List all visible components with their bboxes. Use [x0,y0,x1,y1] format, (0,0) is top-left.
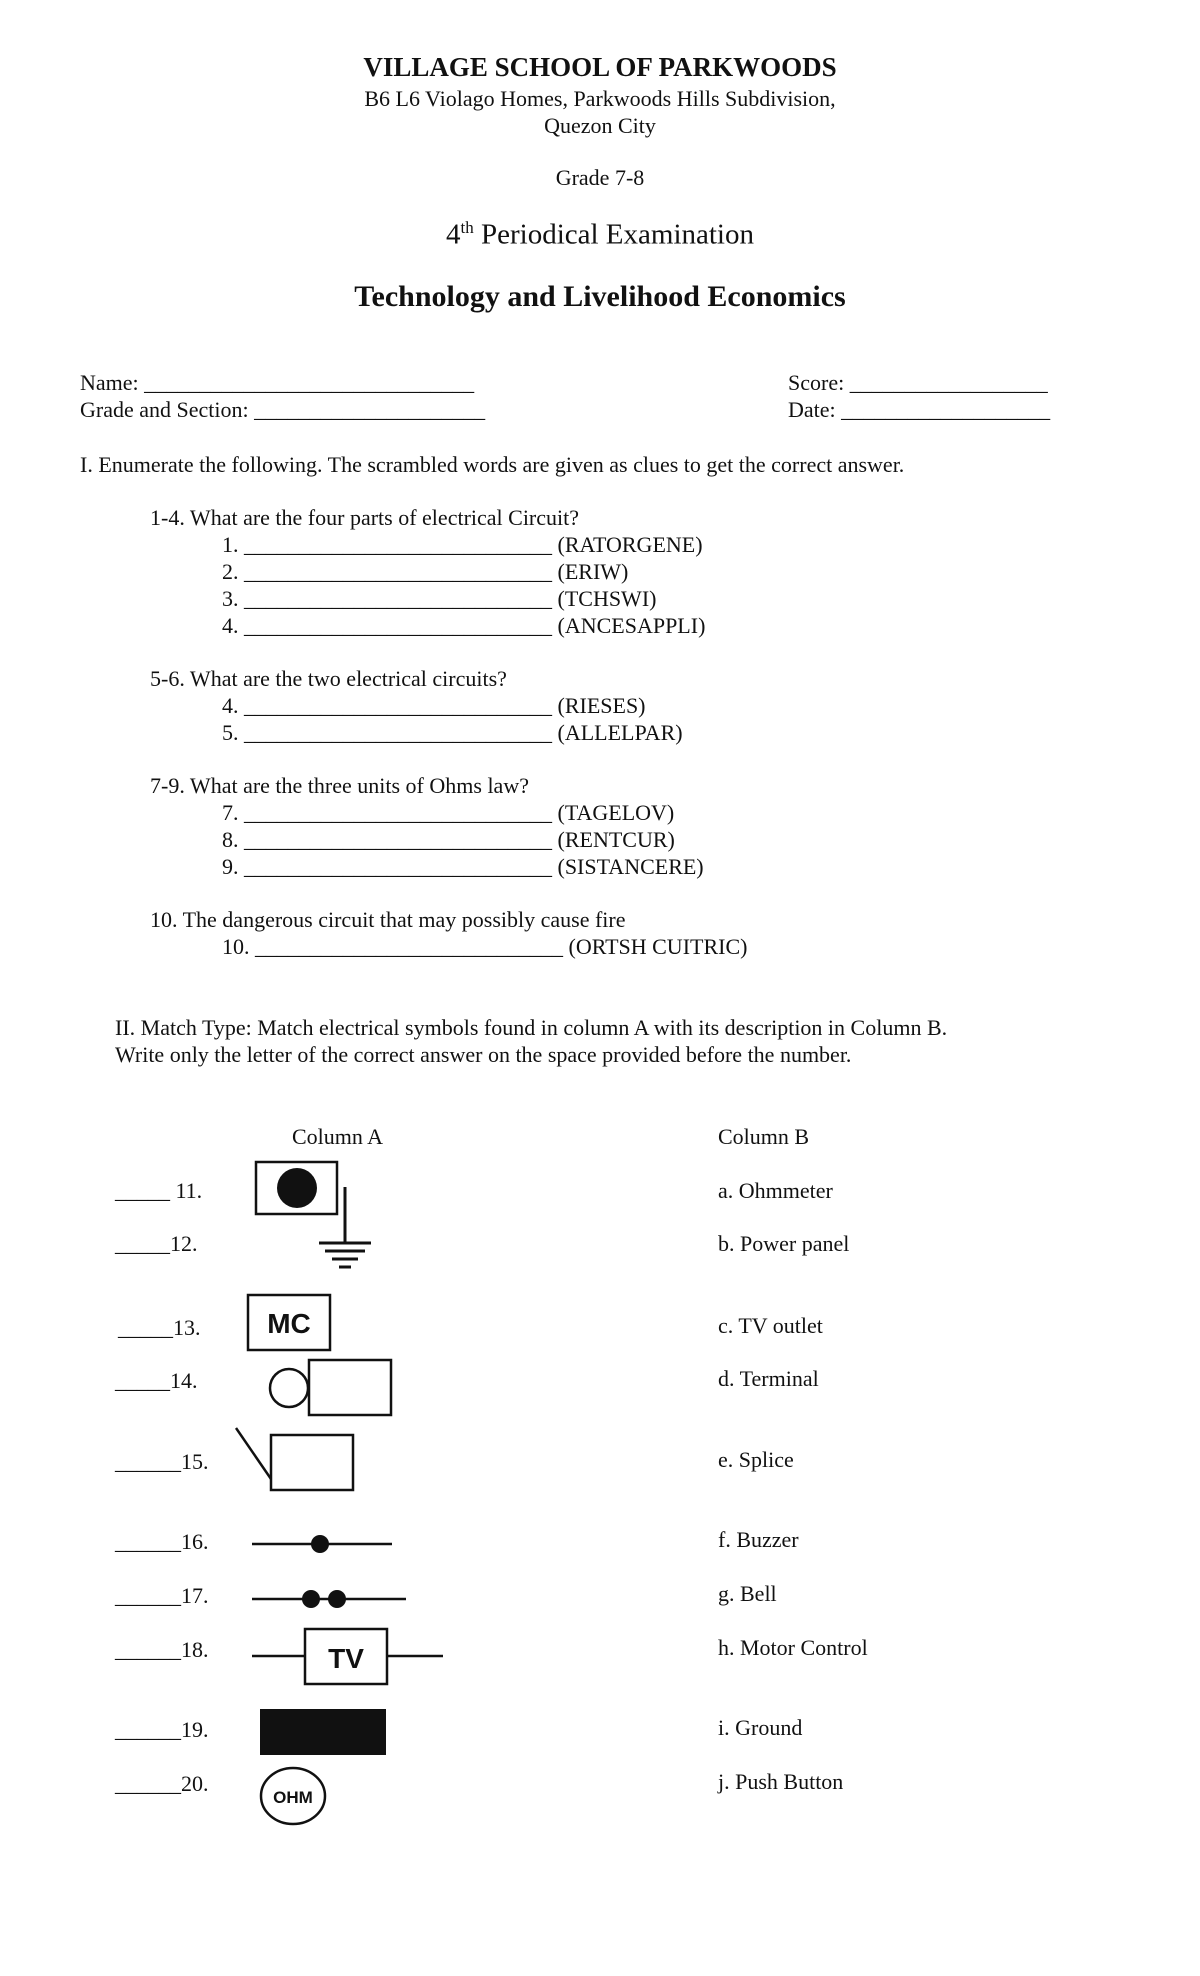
match-item-16-label[interactable]: ______16. [115,1529,209,1554]
match-item-11-label[interactable]: _____ 11. [115,1178,203,1203]
exam-ordinal: 4 [446,218,461,251]
answer-line-6[interactable]: 5. ____________________________ (ALLELPAR) [222,720,683,745]
motor-control-icon [245,1292,335,1357]
date-field[interactable]: Date: ___________________ [788,397,1051,422]
match-item-15-label[interactable]: ______15. [115,1449,209,1474]
answer-line-5[interactable]: 4. ____________________________ (RIESES) [222,693,646,718]
match-item-14-label[interactable]: _____14. [115,1368,198,1393]
part2-instruction-line2: Write only the letter of the correct answer on the space provided before the number. [115,1042,852,1067]
exam-title [0,218,1200,252]
answer-line-1[interactable]: 1. ____________________________ (RATORGENE) [222,532,703,557]
match-item-18-label[interactable]: ______18. [115,1637,209,1662]
question-1-4: 1-4. What are the four parts of electrical Circuit? [150,505,580,530]
match-item-17-label[interactable]: ______17. [115,1583,209,1608]
push-button-icon [233,1425,363,1495]
choice-i: i. Ground [718,1715,803,1740]
choice-c: c. TV outlet [718,1313,823,1338]
choice-f: f. Buzzer [718,1527,799,1552]
school-address-line2: Quezon City [544,113,656,138]
match-item-12-label[interactable]: _____12. [115,1231,198,1256]
column-b-header: Column B [718,1124,810,1149]
splice-icon [250,1530,395,1560]
choice-d: d. Terminal [718,1366,819,1391]
answer-line-2[interactable]: 2. ____________________________ (ERIW) [222,559,629,584]
tv-outlet-text: TV [328,1643,364,1674]
choice-b: b. Power panel [718,1231,850,1256]
exam-ordinal-suffix: th [460,218,474,237]
match-item-20-label[interactable]: ______20. [115,1771,209,1796]
school-name: VILLAGE SCHOOL OF PARKWOODS [363,52,837,82]
bell-icon [265,1355,395,1420]
ohmmeter-text: OHM [273,1788,313,1807]
column-a-header: Column A [292,1124,384,1149]
answer-line-7[interactable]: 7. ____________________________ (TAGELOV) [222,800,675,825]
part1-instruction: I. Enumerate the following. The scrambled words are given as clues to get the correct answer. [80,452,905,477]
score-field[interactable]: Score: __________________ [788,370,1048,395]
match-item-13-label[interactable]: _____13. [118,1315,201,1340]
question-5-6: 5-6. What are the two electrical circuits? [150,666,507,691]
part2-instruction-line1: II. Match Type: Match electrical symbols found in column A with its description in Column B. [115,1015,948,1040]
choice-j: j. Push Button [718,1769,844,1794]
answer-line-3[interactable]: 3. ____________________________ (TCHSWI) [222,586,657,611]
name-field[interactable]: Name: ______________________________ [80,370,475,395]
ohmmeter-icon [258,1765,333,1830]
grade-level: Grade 7-8 [555,165,645,190]
exam-title-text: Periodical Examination [473,218,754,251]
school-address-line1: B6 L6 Violago Homes, Parkwoods Hills Subdivision, [364,86,836,111]
answer-line-4[interactable]: 4. ____________________________ (ANCESAPPLI) [222,613,706,638]
grade-section-field[interactable]: Grade and Section: _____________________ [80,397,486,422]
choice-h: h. Motor Control [718,1635,868,1660]
motor-control-text: MC [267,1308,311,1339]
answer-line-8[interactable]: 8. ____________________________ (RENTCUR) [222,827,675,852]
choice-g: g. Bell [718,1581,777,1606]
answer-line-9[interactable]: 9. ____________________________ (SISTANCERE) [222,854,704,879]
tv-outlet-icon [250,1625,450,1690]
terminal-icon [250,1585,410,1615]
power-panel-icon [258,1707,390,1757]
question-10: 10. The dangerous circuit that may possibly cause fire [150,907,626,932]
subject-title: Technology and Livelihood Economics [354,280,846,313]
ground-icon [315,1185,375,1275]
choice-e: e. Splice [718,1447,794,1472]
answer-line-10[interactable]: 10. ____________________________ (ORTSH CUITRIC) [222,934,748,959]
question-7-9: 7-9. What are the three units of Ohms law? [150,773,529,798]
match-item-19-label[interactable]: ______19. [115,1717,209,1742]
choice-a: a. Ohmmeter [718,1178,833,1203]
